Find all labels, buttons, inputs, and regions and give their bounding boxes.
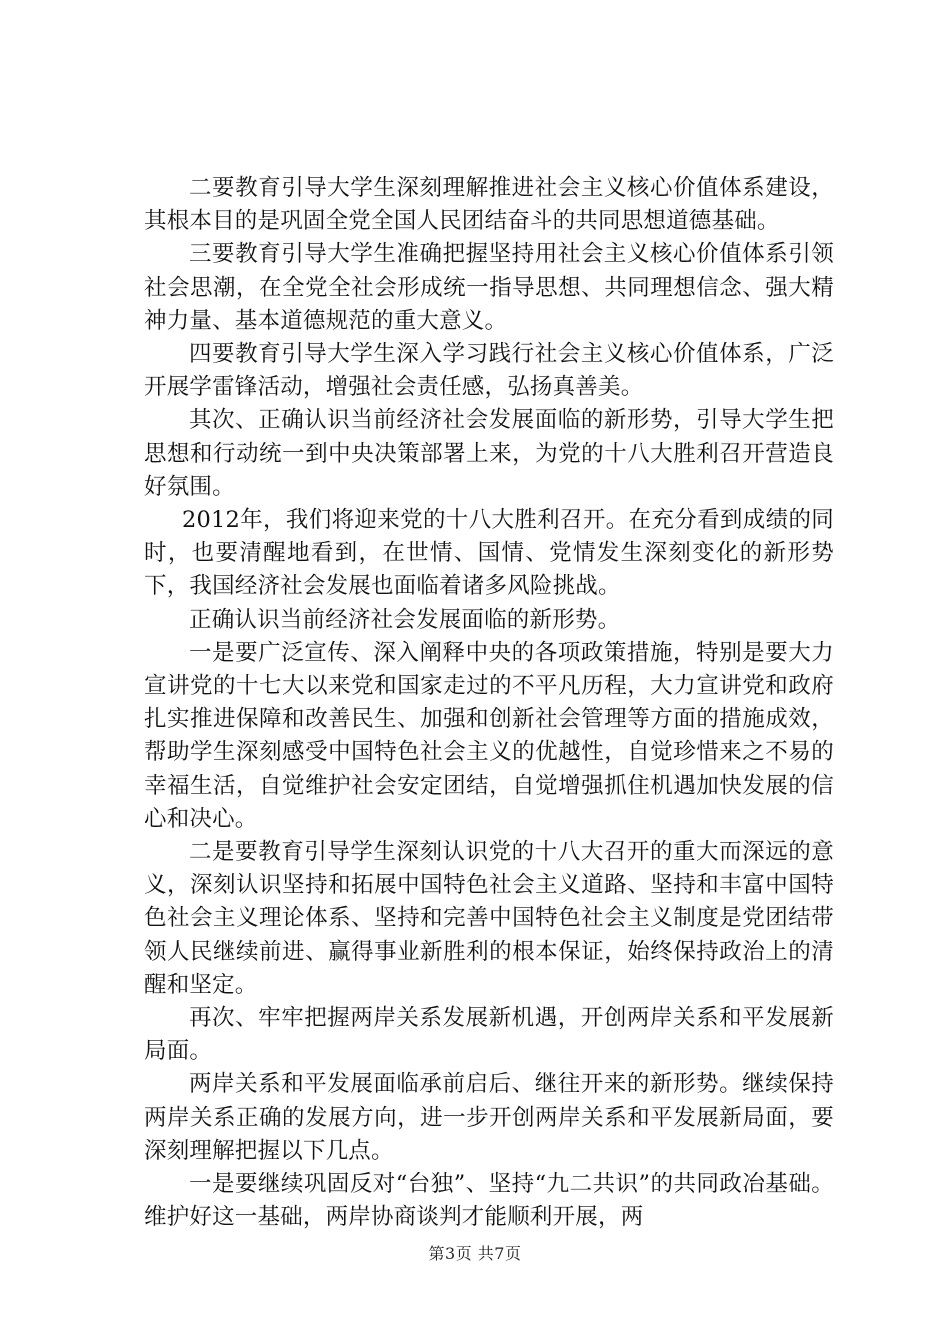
paragraph-1: 二要教育引导大学生深刻理解推进社会主义核心价值体系建设，其根本目的是巩固全党全国人民团结奋斗的共同思想道德基础。: [144, 175, 834, 235]
page-number-footer: 第3页 共7页: [428, 1244, 522, 1263]
document-body: [144, 172, 834, 1235]
paragraph-10: 两岸关系和平发展面临承前启后、继往开来的新形势。继续保持两岸关系正确的发展方向，进一步开创两岸关系和平发展新局面，要深刻理解把握以下几点。: [144, 1071, 834, 1164]
paragraph-3: 四要教育引导大学生深入学习践行社会主义核心价值体系，广泛开展学雷锋活动，增强社会责任感，弘扬真善美。: [144, 341, 834, 401]
paragraph-2: 三要教育引导大学生准确把握坚持用社会主义核心价值体系引领社会思潮，在全党全社会形成统一指导思想、共同理想信念、强大精神力量、基本道德规范的重大意义。: [144, 241, 834, 334]
paragraph-8: 二是要教育引导学生深刻认识党的十八大召开的重大而深远的意义，深刻认识坚持和拓展中国特色社会主义道路、坚持和丰富中国特色社会主义理论体系、坚持和完善中国特色社会主义制度是党团结带领人民继续前进、赢得事业新胜利的根本保证，始终保持政治上的清醒和坚定。: [144, 839, 834, 998]
paragraph-7: 一是要广泛宣传、深入阐释中央的各项政策措施，特别是要大力宣讲党的十七大以来党和国家走过的不平凡历程，大力宣讲党和政府扎实推进保障和改善民生、加强和创新社会管理等方面的措施成效，帮助学生深刻感受中国特色社会主义的优越性，自觉珍惜来之不易的幸福生活，自觉维护社会安定团结，自觉增强抓住机遇加快发展的信心和决心。: [144, 639, 834, 832]
paragraph-5: 2012年，我们将迎来党的十八大胜利召开。在充分看到成绩的同时，也要清醒地看到，在世情、国情、党情发生深刻变化的新形势下，我国经济社会发展也面临着诸多风险挑战。: [144, 507, 834, 600]
paragraph-11: 一是要继续巩固反对“台独”、坚持“九二共识”的共同政冶基础。维护好这一基础，两岸协商谈判才能顺利开展，两: [144, 1171, 834, 1231]
paragraph-6: 正确认识当前经济社会发展面临的新形势。: [189, 606, 621, 633]
paragraph-9: 再次、牢牢把握两岸关系发展新机遇，开创两岸关系和平发展新局面。: [144, 1005, 834, 1065]
paragraph-4: 其次、正确认识当前经济社会发展面临的新形势，引导大学生把思想和行动统一到中央决策部署上来，为党的十八大胜利召开营造良好氛围。: [144, 407, 834, 500]
